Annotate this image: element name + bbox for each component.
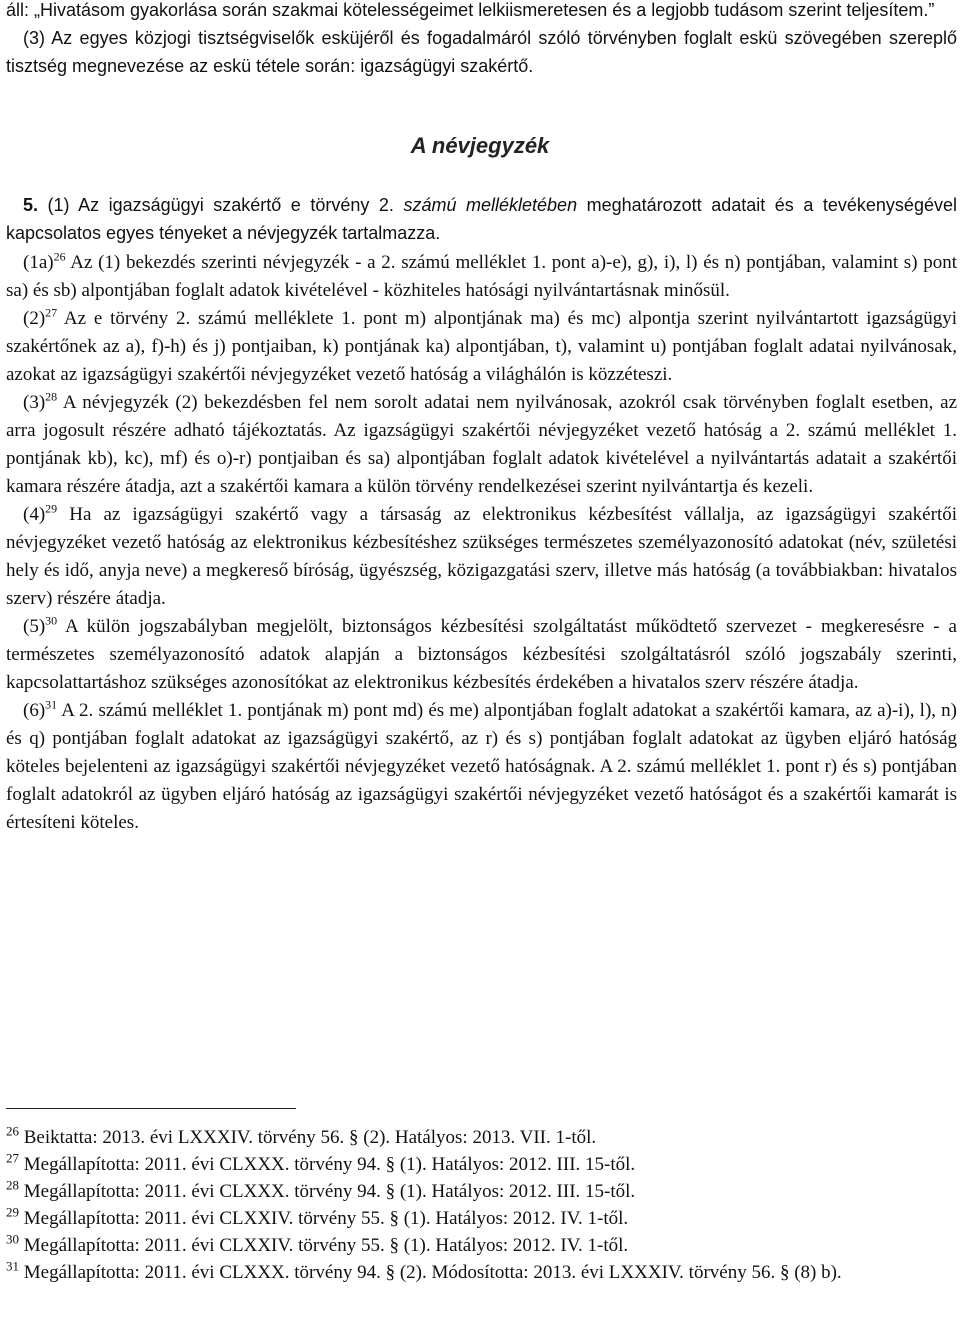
section-5-body [6, 249, 957, 837]
footnote-ref-29[interactable]: 29 [45, 501, 58, 516]
footnote-26: $^{26}$ Beiktatta: 2013. évi LXXXIV. törvény 56. § (2). Hatályos: 2013. VII. 1-től. [6, 1123, 597, 1148]
paragraph-2: $(2)^{27}$ Az e törvény 2. számú melléklete 1. pont m) alpontjának ma) és mc) alpontja szerint nyilvántartott igazságügyi szakértőnek az a), f)-h) és j) pontjaiban, k) pontjának ka) alpontjában, t), valamint u) pontjában foglalt adatai nyilvánosak, azokat az igazságügyi szakértői névjegyzéket vezető hatóság a világhálón is közzéteszi. [6, 305, 957, 385]
footnote-ref-31[interactable]: 31 [45, 697, 58, 712]
oath-text: áll: „Hivatásom gyakorlása során szakmai kötelességeimet lelkiismeretesen és a legjobb tudásom szerint teljesítem.” [6, 0, 935, 20]
footnote-29: $^{29}$ Megállapította: 2011. évi CLXXIV. törvény 55. § (1). Hatályos: 2012. IV. 1-től. [6, 1204, 629, 1229]
paragraph-3: $(3)^{28}$ A névjegyzék (2) bekezdésben fel nem sorolt adatai nem nyilvánosak, azokról csak törvényben foglalt esetben, az arra jogosult részére adható tájékoztatás. Az igazságügyi szakértői névjegyzéket vezető hatóság a 2. számú melléklet 1. pontjának kb), kc), mf) és o)-r) pontjaiban és sa) alpontjában foglalt adatok kivételével a nyilvántartás adatait a szakértői kamara részére átadja, azt a szakértői kamara a külön törvény rendelkezései szerint nyilvántartja és kezeli. [6, 389, 957, 497]
footnote-ref-26[interactable]: 26 [53, 249, 66, 264]
intro-block [6, 0, 957, 80]
section-5-paragraph-1: 5. (1) Az igazságügyi szakértő e törvény 2. számú mellékletében meghatározott adatait és a tevékenységével kapcsolatos egyes tényeket a névjegyzék tartalmazza. [6, 195, 957, 243]
footnote-ref-27[interactable]: 27 [45, 305, 58, 320]
footnote-ref-28[interactable]: 28 [45, 389, 58, 404]
section-heading: A névjegyzék [410, 133, 550, 158]
footnote-ref-30[interactable]: 30 [45, 613, 58, 628]
paragraph-5: $(5)^{30}$ A külön jogszabályban megjelölt, biztonságos kézbesítési szolgáltatást működtető szervezet - megkeresésre - a természetes személyazonosító adatok alapján a biztonságos kézbesítési szolgáltatásról szóló jogszabály szerinti, kapcsolattartáshoz szükséges azonosítókat az elektronikus kézbesítés érdekében a hivatalos szerv részére átadja. [6, 613, 957, 693]
paragraph-6: $(6)^{31}$ A 2. számú melléklet 1. pontjának m) pont md) és me) alpontjában foglalt adatokat a szakértői kamara, az a)-i), l), n) és q) pontjában foglalt adatokat az igazságügyi szakértő, az r) és s) pontjában foglalt adatokat az ügyben eljáró hatóság köteles bejelenteni az igazságügyi szakértői névjegyzéket vezető hatóságnak. A 2. számú melléklet 1. pont r) és s) pontjában foglalt adatokról az ügyben eljáró hatóság az igazságügyi szakértői névjegyzéket vezető hatóságot és a szakértői kamarát is értesíteni köteles. [6, 697, 957, 833]
paragraph-4: $(4)^{29}$ Ha az igazságügyi szakértő vagy a társaság az elektronikus kézbesítést vállalja, az igazságügyi szakértői névjegyzéket vezető hatóság az elektronikus kézbesítéshez szükséges természetes személyazonosító adatokat (név, születési hely és idő, anyja neve) a megkereső bíróság, ügyészség, közigazgatási szerv, illetve más hatóság (a továbbiakban: hivatalos szerv) részére átadja. [6, 501, 957, 609]
section-5-intro [6, 191, 957, 247]
footnote-28: $^{28}$ Megállapította: 2011. évi CLXXX. törvény 94. § (1). Hatályos: 2012. III. 15-től. [6, 1177, 636, 1202]
footnote-separator [6, 1108, 296, 1109]
footnotes [6, 1124, 957, 1286]
section-number: 5. [23, 195, 39, 215]
footnote-30: $^{30}$ Megállapította: 2011. évi CLXXIV. törvény 55. § (1). Hatályos: 2012. IV. 1-től. [6, 1231, 629, 1256]
footnote-27: $^{27}$ Megállapította: 2011. évi CLXXX. törvény 94. § (1). Hatályos: 2012. III. 15-től. [6, 1150, 636, 1175]
paragraph-3-oath-title: (3) Az egyes közjogi tisztségviselők esküjéről és fogadalmáról szóló törvényben foglalt eskü szövegében szereplő tisztség megnevezése az eskü tétele során: igazságügyi szakértő. [6, 28, 957, 76]
footnote-31: $^{31}$ Megállapította: 2011. évi CLXXX. törvény 94. § (2). Módosította: 2013. évi LXXXIV. törvény 56. § (8) b). [6, 1258, 842, 1283]
paragraph-1a: $(1a)^{26}$ Az (1) bekezdés szerinti névjegyzék - a 2. számú melléklet 1. pont a)-e), g), i), l) és n) pontjában, valamint s) pont sa) és sb) alpontjában foglalt adatok kivételével - közhiteles hatósági nyilvántartásnak minősül. [6, 249, 957, 301]
